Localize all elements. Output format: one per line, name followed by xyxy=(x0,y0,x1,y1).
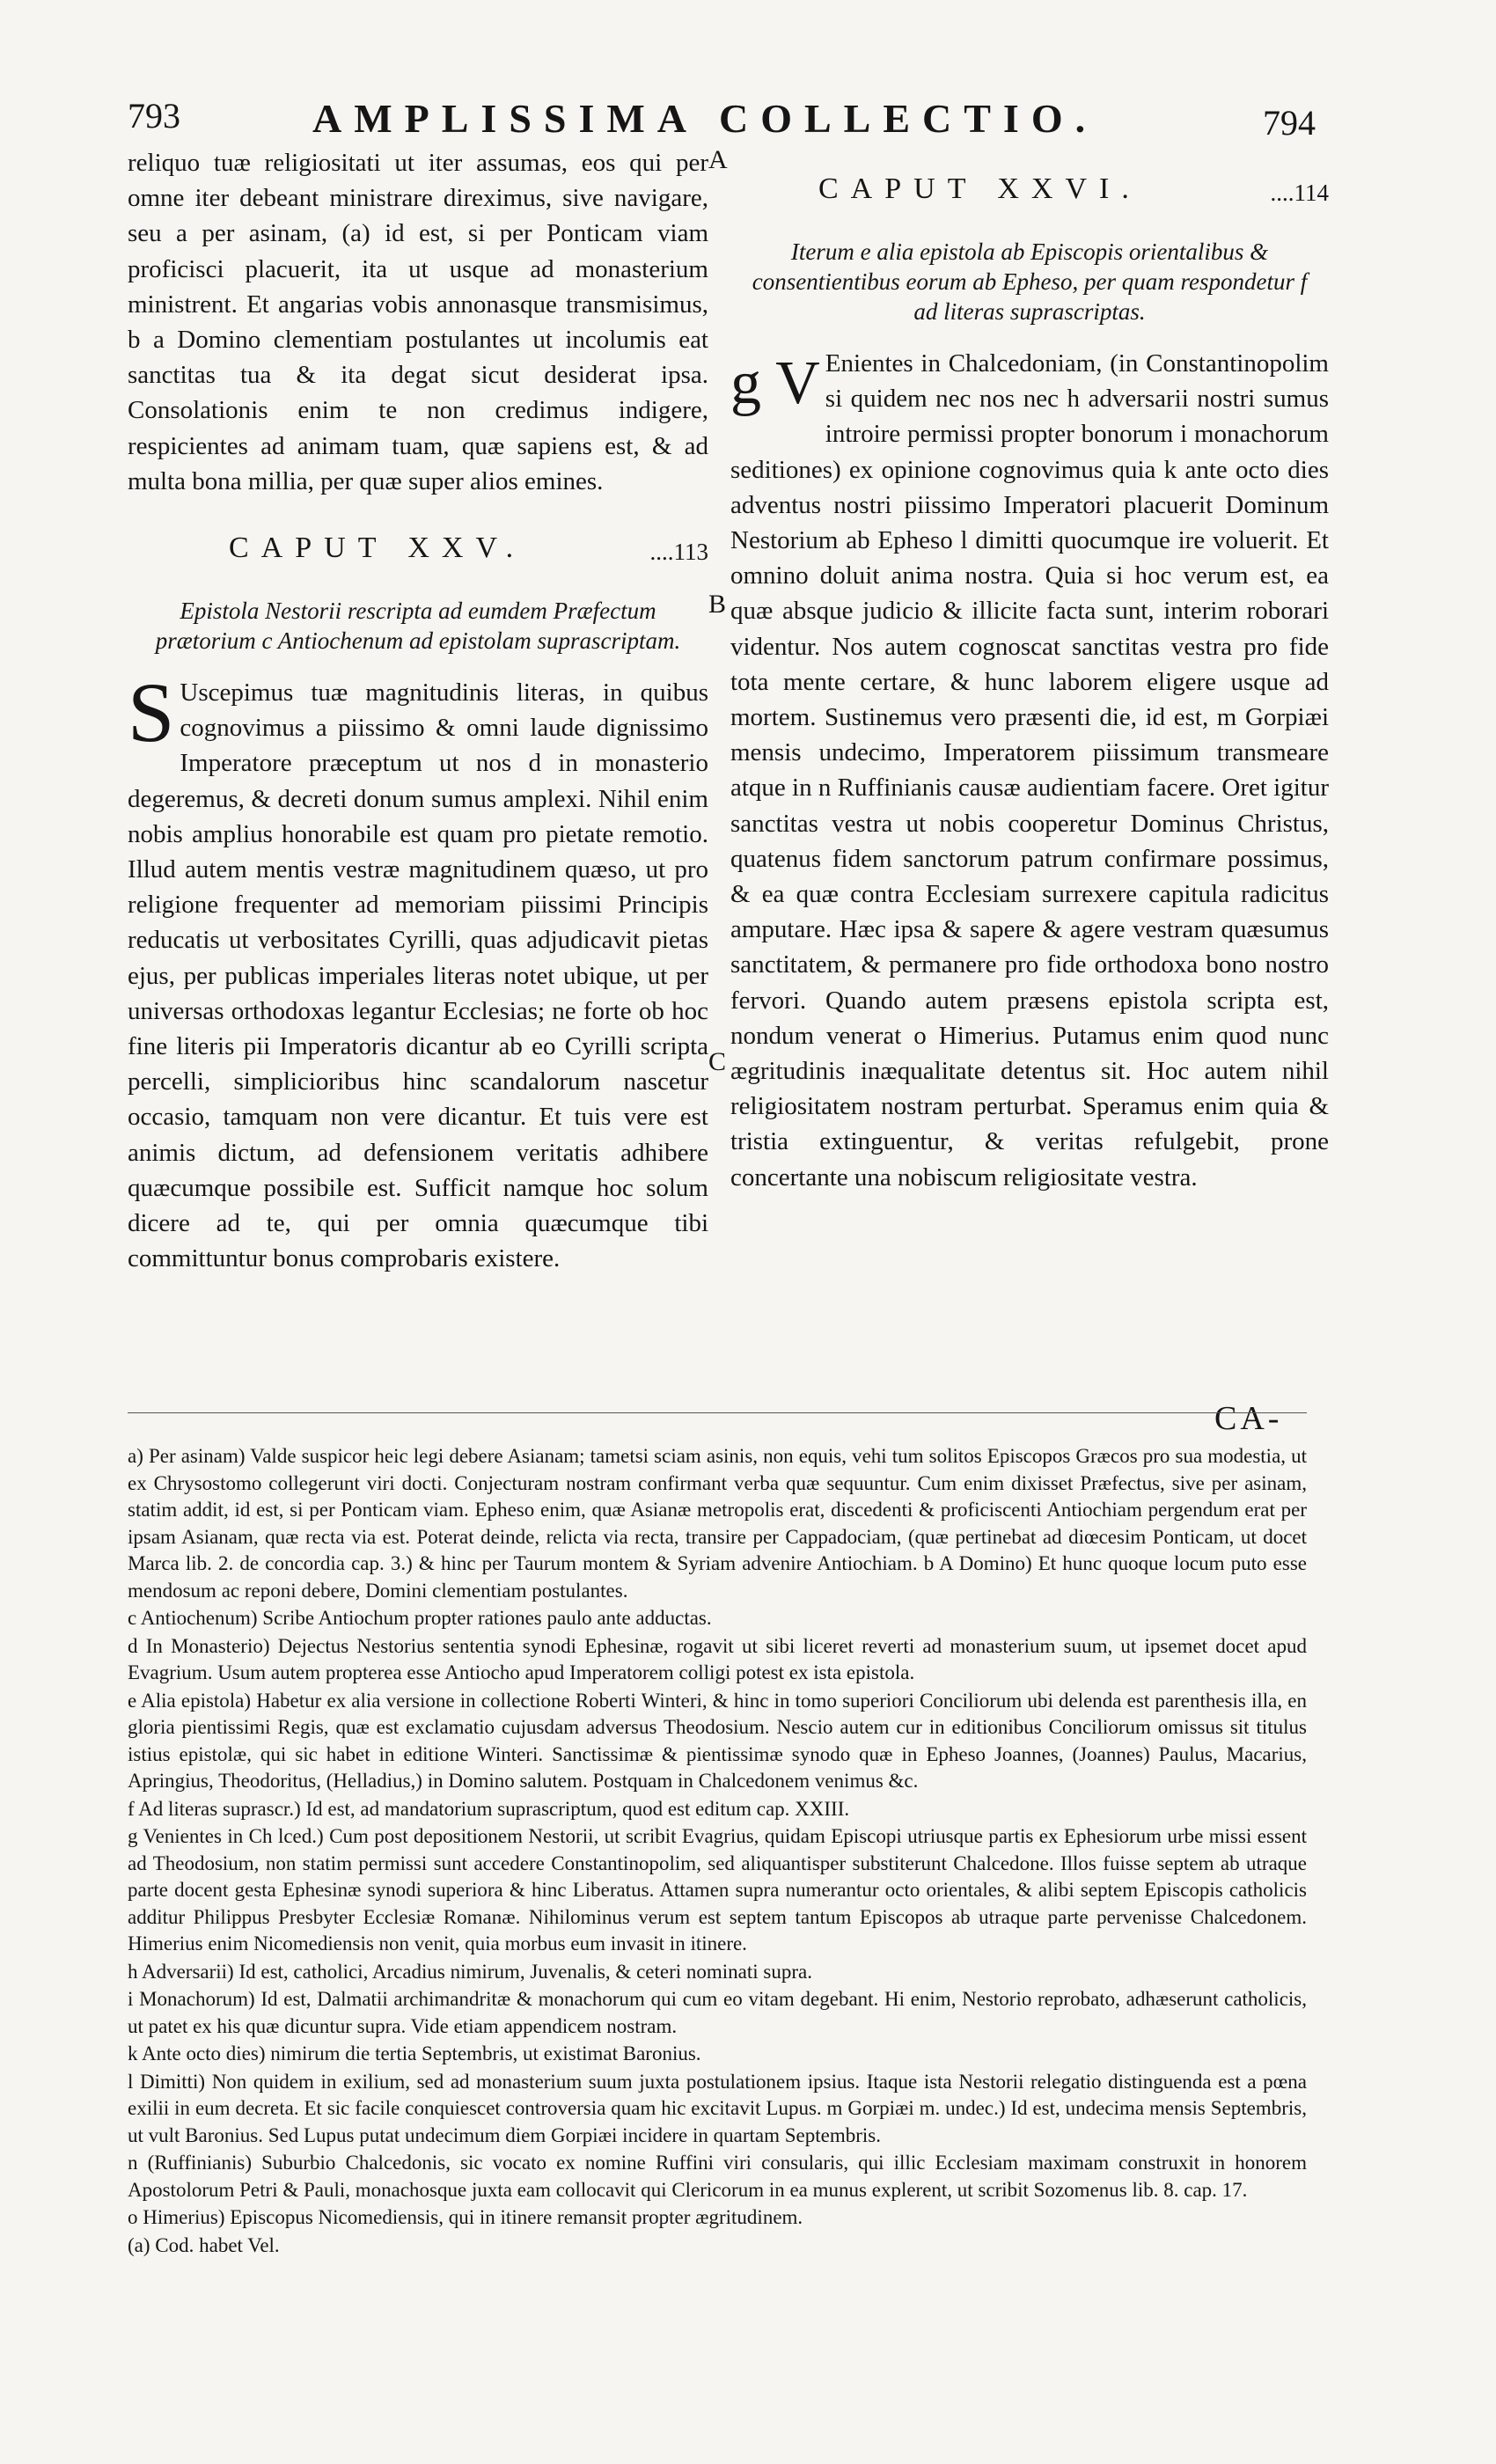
footnote: h Adversarii) Id est, catholici, Arcadius nimirum, Juvenalis, & ceteri nominati supra. xyxy=(128,1960,812,1983)
margin-letter-b: B xyxy=(708,590,727,619)
footnote-divider xyxy=(128,1412,1307,1413)
right-body-paragraph xyxy=(730,346,1329,1195)
footnote: i Monachorum) Id est, Dalmatii archimandritæ & monachorum qui cum eo vitam degebant. Hi enim, Nestorio reprobato, adhæserunt catholicis, ut patet ex his quæ dicuntur supra. Vide etiam appendicem nostram. xyxy=(128,1988,1307,2037)
catchword: CA- xyxy=(1214,1400,1283,1437)
chapter-number: ....113 xyxy=(649,539,708,566)
page-number-left: 793 xyxy=(128,96,180,136)
drop-cap: S xyxy=(128,665,175,760)
footnote: o Himerius) Episcopus Nicomediensis, qui in itinere remansit propter ægritudinem. xyxy=(128,2206,803,2228)
chapter-heading-xxvi xyxy=(730,165,1329,226)
left-intro-paragraph: reliquo tuæ religiositati ut iter assumas, eos qui per omne iter debeant ministrare direximus, sive navigare, seu a per asinam, (a) id est, si per Ponticam viam proficisci placuerit, ita ut usque ad monasterium ministrent. Et angarias vobis annonasque transmisimus, b a Domino clementiam postulantes ut incolumis eat sanctitas tua & ita degat sicut desiderat ipsa. Consolationis enim te non credimus indigere, respicientes ad animam tuam, quæ sapiens est, & ad multa bona millia, per quæ super alios emines. xyxy=(128,149,708,495)
margin-letter-a: A xyxy=(708,145,728,174)
chapter-number: ....114 xyxy=(1270,180,1329,206)
footnotes xyxy=(128,1443,1307,2259)
footnote: k Ante octo dies) nimirum die tertia Septembris, ut existimat Baronius. xyxy=(128,2042,701,2064)
chapter-title: CAPUT XXV. xyxy=(229,532,526,565)
footnote: e Alia epistola) Habetur ex alia versione in collectione Roberti Winteri, & hinc in tomo superiori Conciliorum ubi delenda est parenthesis illa, en gloria pientissimi Regis, quæ est exclamatio cujusdam adversus Theodosium. Nescio autem cur in editionibus Conciliorum omissus sit titulus istius epistolæ, qui sic habet in editione Winteri. Sanctissimæ & pientissimæ synodo quæ in Epheso Joannes, (Joannes) Paulus, Macarius, Apringius, Theodoritus, (Helladius,) in Domino salutem. Postquam in Chalcedonem venimus &c. xyxy=(128,1689,1307,1792)
footnote: n (Ruffinianis) Suburbio Chalcedonis, sic vocato ex nomine Ruffini viri consularis, qui illic Ecclesiam maximam construxit in honorem Apostolorum Petri & Pauli, monachosque juxta eam collocavit qui Clericorum in ea munus explerent, ut scribit Sozomenus lib. 8. cap. 17. xyxy=(128,2152,1307,2201)
chapter-subtitle: Epistola Nestorii rescripta ad eumdem Præfectum prætorium c Antiochenum ad epistolam suprascriptam. xyxy=(155,598,681,655)
right-body-text: Enientes in Chalcedoniam, (in Constantinopolim si quidem nec nos nec h adversarii nostri sumus introire permissi propter bonorum i monachorum seditiones) ex opinione cognovimus quia k ante octo dies adventus nostri piissimo Imperatori placuerit Dominum Nestorium ab Epheso l dimitti quocumque ire voluerit. Et omnino doluit anima nostra. Quia si hoc verum est, ea quæ absque judicio & illicite facta sunt, interim roborari videntur. Nos autem cognoscat sanctitas vestra pro fide tota mente certare, & hunc laborem eligere usque ad mortem. Sustinemus vero præsenti die, id est, m Gorpiæi mensis undecimo, Imperatorem piissimum transmeare atque in n Ruffinianis causæ audientiam facere. Oret igitur sanctitas vestra ut nobis cooperetur Dominus Christus, quatenus fidem sanctorum patrum confirmare possimus, & ea quæ contra Ecclesiam surrexere capitula radicitus amputare. Hæc ipsa & sapere & agere vestram quæsumus sanctitatem, & permanere pro fide orthodoxa bono nostro fervori. Quando autem præsens epistola scripta est, nondum venerat o Himerius. Putamus enim quod nunc ægritudinis inæqualitate detentus sit. Hoc autem nihil religiositatem nostram perturbat. Speramus enim quia & tristia extinguentur, & veritas refulgebit, prone concertante una nobiscum religiositate vestra. xyxy=(730,349,1329,1192)
footnote: c Antiochenum) Scribe Antiochum propter rationes paulo ante adductas. xyxy=(128,1607,712,1629)
running-title: AMPLISSIMA COLLECTIO. xyxy=(312,96,1098,141)
margin-letter-c: C xyxy=(708,1047,727,1076)
chapter-subtitle: Iterum e alia epistola ab Episcopis orientalibus & consentientibus eorum ab Epheso, per quam respondetur f ad literas suprascriptas. xyxy=(752,238,1308,325)
chapter-title: CAPUT XXVI. xyxy=(818,172,1141,205)
right-column xyxy=(730,145,1329,1195)
left-body-text: Uscepimus tuæ magnitudinis literas, in quibus cognovimus a piissimo & omni laude dignissimo Imperatore præceptum ut nos d in monasterio degeremus, & decreti donum sumus amplexi. Nihil enim nobis amplius honorabile est quam pro pietate remotio. Illud autem mentis vestræ magnitudinem quæso, ut pro religione frequenter ad memoriam piissimi Principis reducatis ut verbositates Cyrilli, quas adjudicavit pietas ejus, per publicas imperiales literas notet ubique, ut per universas orthodoxas legantur Ecclesias; ne forte ob hoc fine literis pii Imperatoris dicantur ab eo Cyrilli scripta percelli, simplicioribus hinc scandalorum nascetur occasio, tamquam non vere dicantur. Et tuis vere est animis dictum, ad defensionem veritatis adhibere quæcumque possibile est. Sufficit namque hoc solum dicere ad te, qui per omnia quæcumque tibi committuntur bonus comprobaris existere. xyxy=(128,678,708,1273)
footnote: g Venientes in Ch lced.) Cum post depositionem Nestorii, ut scribit Evagrius, quidam Episcopi utriusque partis ex Ephesiorum urbe missi essent ad Theodosium, non statim permissi sunt accedere Constantinopolim, sed aliquantisper substiterunt Chalcedone. Illos fuisse septem ab utraque parte docent gesta Ephesinæ synodi superiora & hinc Liberatus. Attamen supra numerantur octo orientales, & alibi septem Episcopis catholicis additur Philippus Presbyter Ecclesiæ Romanæ. Nihilominus verum est septem tantum Episcopos ab utraque parte pervenisse Chalcedonem. Himerius enim Nicomediensis non venit, quia morbus eum invasit in itinere. xyxy=(128,1825,1307,1954)
footnote: d In Monasterio) Dejectus Nestorius sententia synodi Ephesinæ, rogavit ut sibi liceret reverti ad monasterium suum, ut ipsemet docet apud Evagrium. Usum autem propterea esse Antiocho apud Imperatorem colligi potest ex ista epistola. xyxy=(128,1634,1307,1683)
left-body-paragraph xyxy=(128,665,708,1276)
page-number-right: 794 xyxy=(1263,103,1316,143)
footnote: l Dimitti) Non quidem in exilium, sed ad monasterium suum juxta postulationem ipsius. Itaque ista Nestorii relegatio distinguenda est a pœna exilii in eum decreta. Et sic facile conquiescet controversia quam hic excitavit Lupus. m Gorpiæi m. undec.) Id est, undecima mensis Septembris, ut vult Baronius. Sed Lupus putat undecimum diem Gorpiæi incidere in quartam Septembris. xyxy=(128,2070,1307,2146)
footnote: (a) Cod. habet Vel. xyxy=(128,2233,280,2256)
chapter-heading-xxv xyxy=(128,524,708,585)
drop-cap: g V xyxy=(730,349,820,417)
footnote: f Ad literas suprascr.) Id est, ad mandatorium suprascriptum, quod est editum cap. XXIII. xyxy=(128,1797,850,1820)
left-column xyxy=(128,145,708,1276)
footnote: a) Per asinam) Valde suspicor heic legi debere Asianam; tametsi sciam asinis, non equis, vehi tum solitos Episcopos Græcos pro sua modestia, ut ex Chrysostomo collegerunt viri docti. Conjecturam nostram confirmant verba quæ sequuntur. Cum enim dixisset Præfectus, sive per asinam, statim addit, id est, si per Ponticam viam. Epheso enim, quæ Asianæ metropolis erat, discedenti & proficiscenti Antiochiam pergendum erat per ipsam Asianam, quæ recta via est. Poterat deinde, relicta via recta, transire per Cappadociam, (quæ pertinebat ad diœcesim Ponticam, ut docet Marca lib. 2. de concordia cap. 3.) & hinc per Taurum montem & Syriam advenire Antiochiam. b A Domino) Et hunc quoque locum puto esse mendosum ac reponi debere, Domini clementiam postulantes. xyxy=(128,1445,1307,1602)
